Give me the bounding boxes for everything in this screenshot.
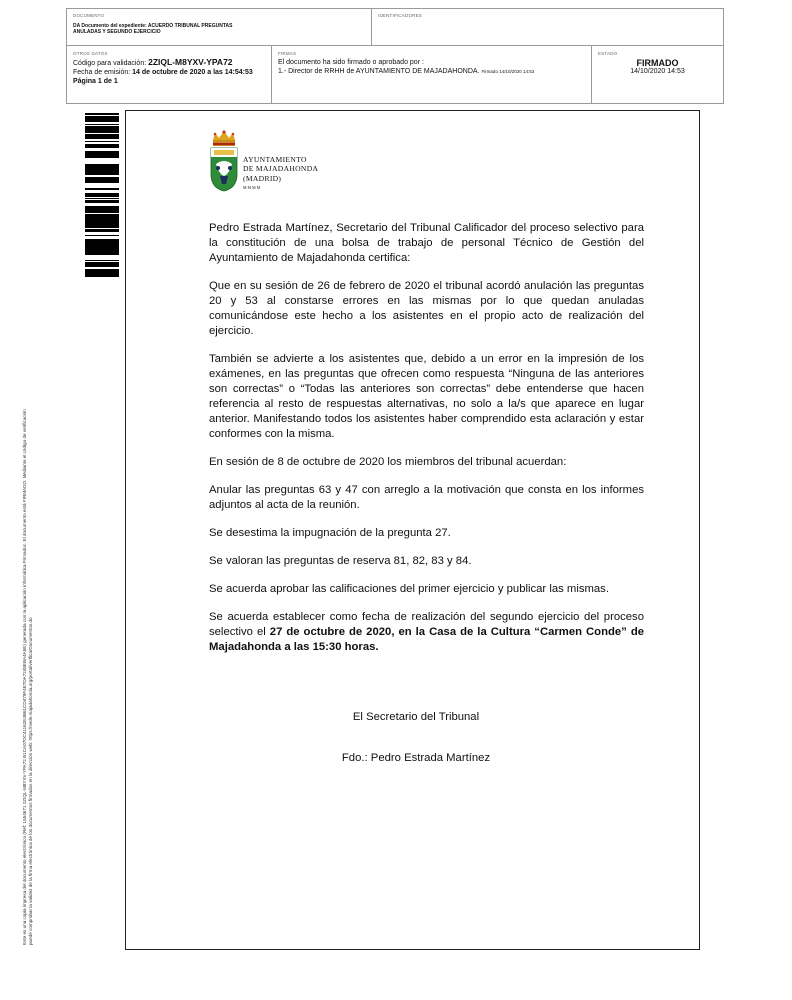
- paragraph-date-bold: 27 de octubre de 2020, en la Casa de la Cultura “Carmen Conde” de Majadahonda a las 15:30 horas.: [209, 626, 645, 653]
- firmas-cell: [272, 46, 592, 103]
- barcode-bar: [85, 137, 119, 139]
- barcode-bar: [85, 195, 119, 196]
- barcode-bar: [85, 130, 119, 133]
- documento-cell: [67, 9, 372, 46]
- barcode-bar: [85, 146, 119, 147]
- otros-datos-cell: [67, 46, 272, 103]
- barcode-bar: [85, 194, 119, 195]
- estado-label: ESTADO: [598, 51, 618, 56]
- barcode-bar: [85, 189, 119, 190]
- barcode-bar: [85, 250, 119, 252]
- barcode-bar: [85, 248, 119, 250]
- barcode-bar: [85, 141, 119, 142]
- paragraph-date: [209, 610, 644, 655]
- estado-date: 14/10/2020 14:53: [630, 68, 685, 75]
- identificadores-label: IDENTIFICADORES: [378, 13, 423, 18]
- side-text-line1: Este es una copia impresa del documento electrónico (Ref: 1554671 2ZIQL-M8YXV-YPA72 B1CA07DC41162E4B61CD479F4E7DA7248EBA4A5E) generada con la aplicación informática Firmadoc. El documento está FIRMADO. Mediante el código de verificación: [22, 409, 27, 945]
- barcode-bar: [85, 271, 119, 272]
- certificate-body: [209, 221, 644, 668]
- barcode-bar: [85, 188, 119, 189]
- pagina-text: Página 1 de 1: [73, 78, 118, 85]
- paragraph-intro: Pedro Estrada Martínez, Secretario del Tribunal Calificador del proceso selectivo para la constitución de una bolsa de trabajo de personal Técnico de Gestión del Ayuntamiento de Majadahonda certifica:: [209, 222, 644, 264]
- barcode-bar: [85, 219, 119, 222]
- paragraph-date-text: Se acuerda establecer como fecha de realización del segundo ejercicio del proceso selectivo el: [209, 611, 644, 638]
- signature-role: El Secretario del Tribunal: [352, 711, 480, 723]
- firmas-line2: 1.- Director de RRHH de AYUNTAMIENTO DE MAJADAHONDA.: [278, 68, 480, 75]
- barcode-bar: [85, 155, 119, 156]
- signature-name: Fdo.: Pedro Estrada Martínez: [341, 752, 491, 764]
- barcode-bar: [85, 252, 119, 254]
- barcode-bar: [85, 276, 119, 277]
- logo-line1: AYUNTAMIENTO: [243, 155, 307, 164]
- barcode-bar: [85, 134, 119, 135]
- fecha-label: Fecha de emisión:: [73, 69, 131, 76]
- barcode-bar: [85, 153, 119, 155]
- barcode-bar: [85, 198, 119, 199]
- logo-line2: DE MAJADAHONDA: [243, 164, 319, 174]
- paragraph-dismiss: Se desestima la impugnación de la pregunta 27.: [209, 527, 451, 539]
- barcode-bar: [85, 239, 119, 241]
- barcode: [85, 112, 119, 277]
- estado-cell: [592, 46, 723, 103]
- barcode-bar: [85, 254, 119, 255]
- barcode-bar: [85, 118, 119, 121]
- codigo-label: Código para validación:: [73, 60, 147, 67]
- barcode-bar: [85, 264, 119, 265]
- logo-text: [243, 155, 318, 193]
- barcode-bar: [85, 193, 119, 194]
- barcode-bar: [85, 124, 119, 125]
- identificadores-cell: [372, 9, 723, 46]
- barcode-bar: [85, 273, 119, 276]
- barcode-bar: [85, 225, 119, 228]
- codigo-value: 2ZIQL-M8YXV-YPA72: [148, 57, 233, 67]
- barcode-bar: [85, 222, 119, 225]
- barcode-bar: [85, 151, 119, 152]
- coat-of-arms-logo: [207, 130, 241, 192]
- otros-datos-label: OTROS DATOS: [73, 51, 108, 56]
- barcode-bar: [85, 156, 119, 158]
- paragraph-approve: Se acuerda aprobar las calificaciones del primer ejercicio y publicar las mismas.: [209, 583, 609, 595]
- barcode-bar: [85, 144, 119, 146]
- barcode-bar: [85, 229, 119, 232]
- barcode-bar: [85, 201, 119, 202]
- barcode-bar: [85, 128, 119, 130]
- barcode-bar: [85, 196, 119, 197]
- barcode-bar: [85, 182, 119, 183]
- barcode-bar: [85, 177, 119, 179]
- estado-value: FIRMADO: [636, 58, 679, 68]
- logo-line3: (MADRID): [243, 173, 282, 183]
- barcode-bar: [85, 202, 119, 203]
- barcode-bar: [85, 209, 119, 210]
- barcode-bar: [85, 262, 119, 264]
- barcode-bar: [85, 173, 119, 175]
- validation-header: [66, 8, 724, 104]
- barcode-bar: [85, 212, 119, 213]
- barcode-bar: [85, 260, 119, 261]
- barcode-bar: [85, 245, 119, 248]
- firmas-label: FIRMAS: [278, 51, 297, 56]
- barcode-bar: [85, 114, 119, 115]
- verification-side-text: [22, 245, 34, 945]
- barcode-bar: [85, 244, 119, 245]
- paragraph-warning: También se advierte a los asistentes que, debido a un error en la impresión de los exámenes, en las preguntas que ofrecen como respuesta “Ninguna de las anteriores son correctas” o “Todas las anteriores son correctas” debe entenderse que hacen referencia al resto de respuestas alternativas, no solo a la/s que aparece en lugar anterior. Manifestando todos los asistentes haber comprendido esta aclaración y estar conformes con la misma.: [209, 353, 644, 440]
- barcode-bar: [85, 269, 119, 271]
- barcode-bar: [85, 214, 119, 215]
- barcode-bar: [85, 152, 119, 153]
- barcode-bar: [85, 215, 119, 218]
- documento-text: DA Documento del expediente: ACUERDO TRIBUNAL PREGUNTAS ANULADAS Y SEGUNDO EJERCICIO: [73, 23, 233, 35]
- paragraph-annul: Anular las preguntas 63 y 47 con arreglo a la motivación que consta en los informes adjuntos al acta de la reunión.: [209, 484, 644, 511]
- paragraph-session-october: En sesión de 8 de octubre de 2020 los miembros del tribunal acuerdan:: [209, 456, 567, 468]
- firmas-date: Firmado 14/10/2020 14:53: [481, 69, 535, 74]
- barcode-bar: [85, 200, 119, 201]
- barcode-bar: [85, 235, 119, 236]
- barcode-bar: [85, 126, 119, 128]
- logo-line4: MMMM: [243, 185, 262, 191]
- barcode-bar: [85, 206, 119, 209]
- barcode-bar: [85, 210, 119, 212]
- documento-label: DOCUMENTO: [73, 13, 105, 18]
- barcode-bar: [85, 135, 119, 137]
- barcode-bar: [85, 171, 119, 173]
- barcode-bar: [85, 272, 119, 273]
- barcode-bar: [85, 266, 119, 267]
- side-text-line2: puede comprobar la validez de la firma electrónica de los documentos firmados en la dirección web: https://sede.majadahonda.org/portal/verificarDocumentos.do: [28, 617, 33, 945]
- paragraph-reserve: Se valoran las preguntas de reserva 81, 82, 83 y 84.: [209, 555, 472, 567]
- fecha-value: 14 de octubre de 2020 a las 14:54:53: [132, 69, 253, 76]
- barcode-bar: [85, 265, 119, 266]
- barcode-bar: [85, 166, 119, 167]
- firmas-line1: El documento ha sido firmado o aprobado por :: [278, 59, 424, 66]
- barcode-bar: [85, 147, 119, 148]
- barcode-bar: [85, 164, 119, 166]
- paragraph-session-february: Que en su sesión de 26 de febrero de 2020 el tribunal acordó anulación las preguntas 20 y 53 al constarse errores en las mismas por lo que quedan anuladas comunicándose este hecho a los asistentes en el propio acto de realización del ejercicio.: [209, 280, 644, 337]
- barcode-bar: [85, 121, 119, 122]
- barcode-bar: [85, 113, 119, 114]
- barcode-graphic: [85, 112, 119, 277]
- barcode-bar: [85, 218, 119, 219]
- barcode-bar: [85, 241, 119, 244]
- barcode-bar: [85, 167, 119, 168]
- barcode-bar: [85, 179, 119, 182]
- barcode-bar: [85, 168, 119, 171]
- barcode-bar: [85, 116, 119, 118]
